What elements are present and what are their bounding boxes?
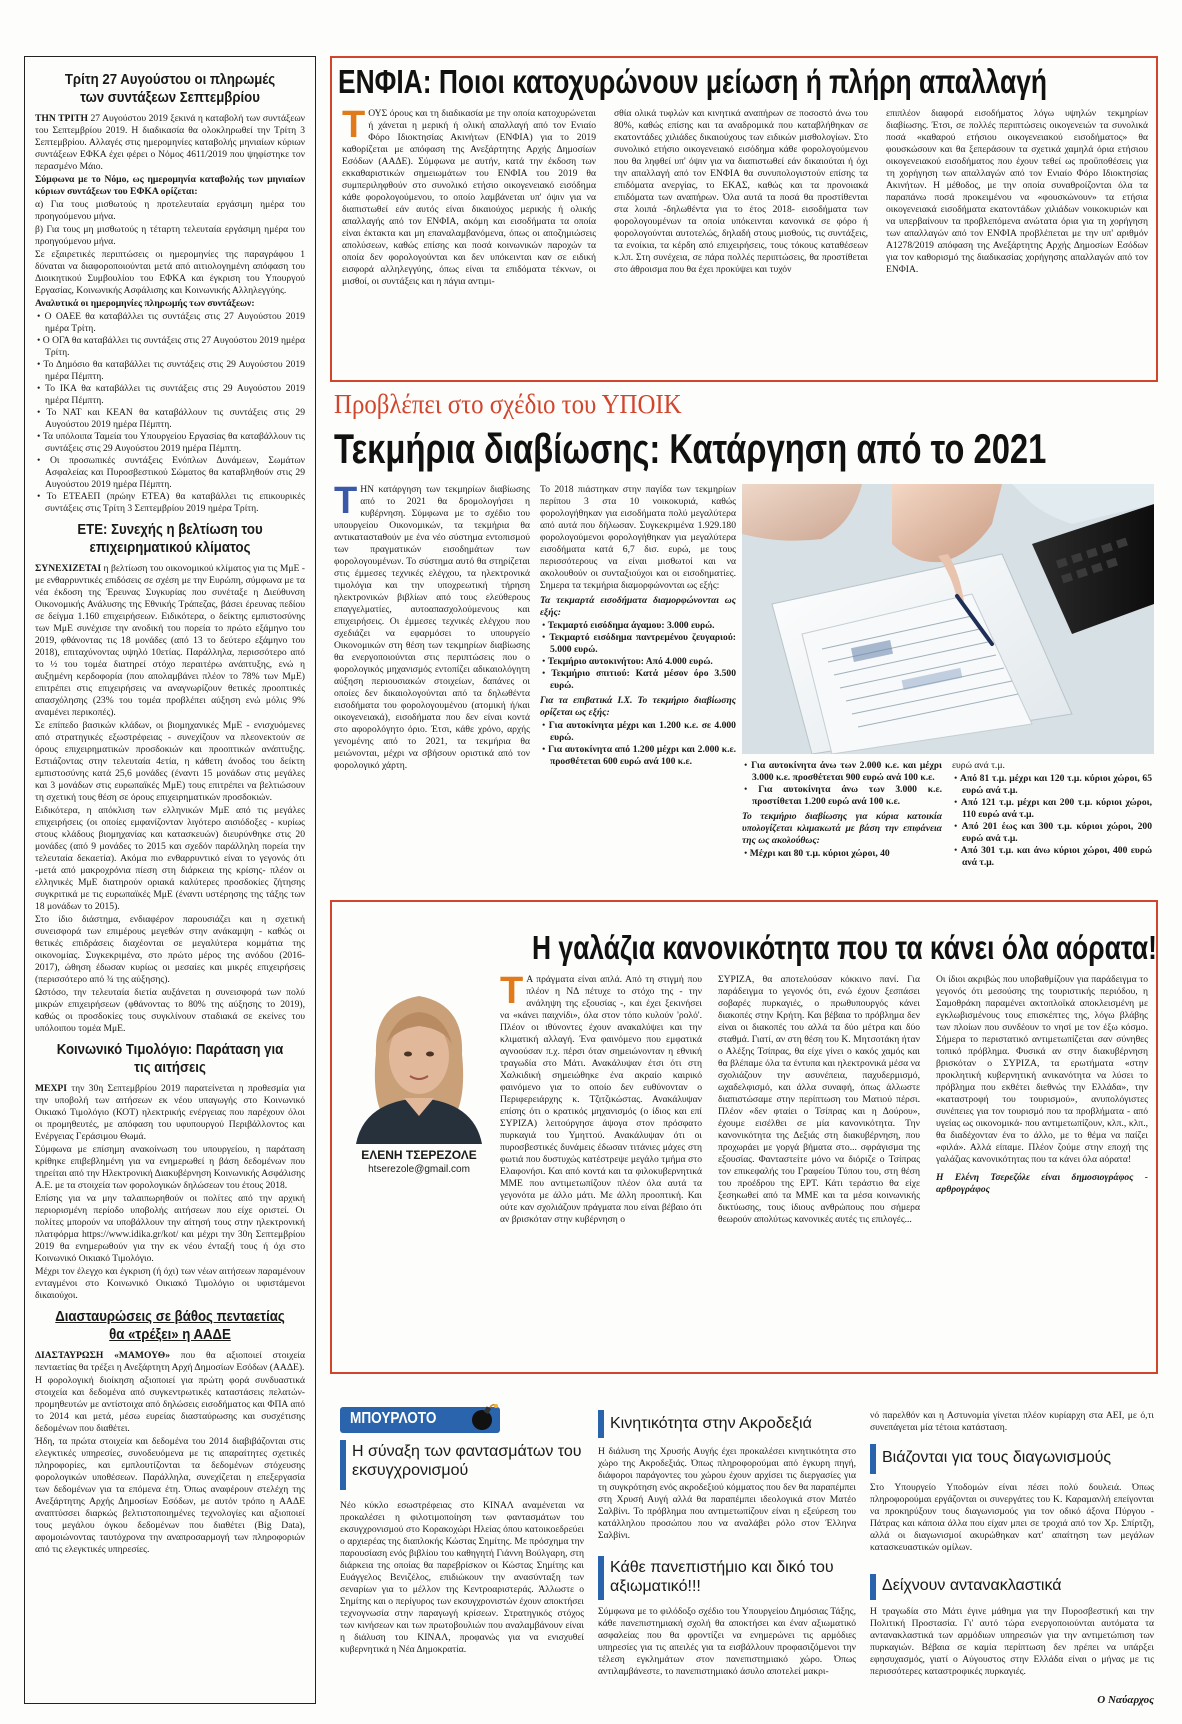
paragraph: Σε επίπεδο βασικών κλάδων, οι βιομηχανικές ΜμΕ - ενισχυόμενες από στρατηγικές εξωστρέφειας - συνεχίζουν να πλεονεκτούν σε όρους επιχειρηματικών προσδοκιών και προοπτικών ανάπτυξης. Εστιάζοντας στην τελευταία 4ετία, η κάθετη άνοδος του δείκτη εμπιστοσύνης κατά 25,6 μονάδες (έναντι 15 μονάδων στις μεγάλες και 3 μονάδων στις ευρωπαϊκές ΜμΕ) τους επιτρέπει να βελτιώσουν τη σχετική τους θέση σε όρους επιχειρηματικών προσδοκιών. [35,720,305,803]
house-list [742,848,942,860]
author-name: ΕΛΕΝΗ ΤΣΕΡΕΖΟΛΕ [361,1148,477,1162]
list-item: • Τεκμήριο σπιτιού: Κατά μέσον όρο 3.500 ευρώ. [542,668,736,691]
enfia-article-box [330,56,1158,382]
bourloto-subhead-4: Βιάζονται για τους διαγωνισμούς [882,1449,1112,1466]
list-item: • Ο ΟΑΕΕ θα καταβάλλει τις συντάξεις στις 27 Αυγούστου 2019 ημέρα Τρίτη. [37,311,305,334]
tekmiria-headline: Τεκμήρια διαβίωσης: Κατάργηση από το 2021 [334,425,1047,472]
paragraph: Αναλυτικά οι ημερομηνίες πληρωμής των συντάξεων: [35,298,255,309]
bourloto-subhead-2: Κινητικότητα στην Ακροδεξιά [610,1415,812,1432]
paragraph: Ήδη, τα πρώτα στοιχεία και δεδομένα του 2014 διαβιβάζονται στις ελεγκτικές υπηρεσίες, συνοδευόμενα με τις απαραίτητες σχετικές πληροφορίες, και εμπλουτίζονται τα δεδομένων στόχευσης φορολογικών υποθέσεων. Παράλληλα, συνεχίζεται η επεξεργασία των δεδομένων για τα επόμενα έτη. Όπως αναφέρουν στελέχη της Ανεξάρτητης Αρχής Δημοσίων Εσόδων, με αυτόν τρόπο η ΑΑΔΕ αναπτύσσει διαρκώς βελτιστοποιημένες τεχνολογίες και αξιοποιεί τους μεγάλου όγκου δεδομένων που διαθέτει (Big Data), αφομοιώνοντας ταυτόχρονα την αναπροσαρμογή των πληροφοριών από τις ελεγκτικές υπηρεσίες. [35,1436,305,1555]
paragraph: Η φορολογική διοίκηση αξιοποιεί για πρώτη φορά συνδυαστικά στοιχεία και δεδομένα από συγκεντρωτικές καταστάσεις πελατών-προμηθευτών με αντίστοιχα από δηλώσεις εισοδήματος και ΦΠΑ από το 2014 και μετά, μέσω ευρείας διασταύρωσης και συσχέτισης δεδομένων που διαθέτει. [35,1375,305,1434]
list-item: • Από 301 τ.μ. και άνω κύριοι χώροι, 400 ευρώ ανά τ.μ. [954,845,1152,868]
enfia-column-3: επιπλέον διαφορά εισοδήματος λόγω υψηλών τεκμηρίων διαβίωσης. Έτσι, σε πολλές περιπτώσεις οικογενειών τα συνολικά ποσά «καθαρού ετήσιου οικογενειακού εισοδήματος» θα φουσκώσουν και θα ξεπεράσουν τα σχετικά χαμηλά όρια ετήσιου οικογενειακού εισοδήματος που έχουν τεθεί ως προϋποθέσεις για τη χορήγηση των απαλλαγών από τον Ενιαίο Φόρο Ιδιοκτησίας Ακινήτων. Η μέθοδος, με την οποία συναθροίζονται όλα τα παραπάνω ποσά προκειμένου να «φουσκώνουν» τα ετήσια οικογενειακά εισοδήματα εκατοντάδων χιλιάδων νοικοκυριών και να υπερβαίνουν τα προβλεπόμενα ανώτατα όρια για τη χορήγηση των απαλλαγών από τον ΕΝΦΙΑ προβλέπεται με την υπ' αριθμόν Α1278/2019 απόφαση της Ανεξάρτητης Αρχής Δημοσίων Εσόδων για τον καθορισμό της διαδικασίας χορήγησης απαλλαγών από τον ΕΝΦΙΑ. [886,108,1148,275]
paragraph: Επίσης για να μην ταλαιπωρηθούν οι πολίτες από την αρχική περιορισμένη περίοδο υποβολής αιτήσεων που είχε οριστεί. Οι πολίτες μπορούν να υποβάλλουν την αίτησή τους στην ηλεκτρονική πλατφόρμα https://www.idika.gr/kot/ και μέχρι την 30η Σεπτεμβρίου 2019 θα ενημερωθούν για την εκ νέου ένταξή τους ή όχι στο Κοινωνικό Οικιακό Τιμολόγιο. [35,1193,305,1264]
dropcap: Τ [342,108,366,146]
paragraph: Σύμφωνα με επίσημη ανακοίνωση του υπουργείου, η παράταση κρίθηκε επιβεβλημένη για να ενημερωθεί η βάση δεδομένων που τηρείται από την Ηλεκτρονική Διακυβέρνηση Κοινωνικής Ασφάλισης Α.Ε. με τα στοιχεία των φορολογικών δηλώσεων του έτους 2018. [35,1144,305,1191]
tekmiria-column-2: Το 2018 πιάστηκαν στην παγίδα των τεκμηρίων περίπου 3 στα 10 νοικοκυριά, καθώς φορολογήθηκαν για εισοδήματα πολύ μεγαλύτερα από αυτά που δήλωσαν. Συγκεκριμένα 1.929.180 φορολογούμενοι φορολογήθηκαν για μεγαλύτερα εισοδήματα κατά 6,7 δισ. ευρώ, με τους περισσότερους να είναι μισθωτοί και να ακολουθούν οι συνταξιούχοι και οι εισοδηματίες. Σημερα τα τεκμήρια διαμορφώνονται ως εξής: Τα τεκμαρτά εισοδήματα διαμορφώνονται ως εξής: • Τεκμαρτό εισόδημα άγαμου: 3.000 ευρώ. • Τεκμαρτό εισόδημα παντρεμένου ζευγαριού: 5.000 ευρώ. • Τεκμήριο αυτοκινήτου: Από 4.000 ευρώ. • Τεκμήριο σπιτιού: Κατά μέσον όρο 3.500 ευρώ. Για τα επιβατικά Ι.Χ. Το τεκμήριο διαβίωσης ορίζεται ως εξής: • Για αυτοκίνητα μέχρι και 1.200 κ.ε. σε 4.000 ευρώ. • Για αυτοκίνητα από 1.200 μέχρι και 2.000 κ.ε. προσθέτεται 600 ευρώ ανά 100 κ.ε. [540,484,736,767]
opinion-column-2: ΣΥΡΙΖΑ, θα αποτελούσαν κόκκινο πανί. Για παράδειγμα το γεγονός ότι, ενώ έχουν ξεσπάσει σοβαρές πυρκαγιές, ο πρωθυπουργός κάνει διακοπές στην Κρήτη. Και βέβαια το πρόβλημα δεν είναι οι διακοπές του αλλά τα δύο μέτρα και δύο σταθμά. Γιατί, αν στη θέση του Κ. Μητσοτάκη ήταν ο Αλέξης Τσίπρας, θα είχε γίνει ο κακός χαμός και θα βλέπαμε όλα τα έντυπα και ηλεκτρονικά μέσα να σχολιάζουν την ασυνέπεια, παχυδερμισμό, ωχαδελφισμό, και άλλα συναφή, όπως άλλωστε διαπιστώσαμε στην περίπτωση του Ματιού πέρσι. Πλέον «δεν φταίει ο Τσίπρας και η Δούρου», έχουμε εισέλθει σε μία κανονικότητα. Την κανονικότητα της Δεξιάς στη διακυβέρνηση, που προχωράει με γοργά βήματα στο... σφράγισμα της εξουσίας. Φανταστείτε μόνο να διόριζε ο Τσίπρας τον επικεφαλής του Γραφείου Τύπου του, στη θέση του προέδρου της ΕΡΤ. Κάτι τεράστιο θα είχε ξεσηκωθεί από τα ΜΜΕ και τα μέσα κοινωνικής δικτύωσης, τους ίδιους ανθρώπους που σήμερα θεωρούν απολύτως κανονικές αυτές τις επιλογές... [718,974,920,1225]
sidebar-headline-aade: Διασταυρώσεις σε βάθος πενταετίας θα «τρέξει» η ΑΑΔΕ [55,1308,285,1343]
paragraph: Σύμφωνα με το Νόμο, ως ημερομηνία καταβολής των μηνιαίων κύριων συντάξεων του ΕΦΚΑ ορίζεται: [35,174,305,197]
sub-head-bar [598,1556,604,1600]
list-item: • Για αυτοκίνητα μέχρι και 1.200 κ.ε. σε 4.000 ευρώ. [542,720,736,743]
list-item: • Το ΕΤΕΑΕΠ (πρώην ΕΤΕΑ) θα καταβάλλει τις επικουρικές συντάξεις στις Τρίτη 3 Σεπτεμβρίου 2019 ημέρα Τρίτη. [37,491,305,514]
bourloto-column-2b: Σύμφωνα με το φιλόδοξο σχέδιο του Υπουργείου Δημόσιας Τάξης, κάθε πανεπιστημιακή σχολή θα αποκτήσει και έναν αξιωματικό ασφαλείας που θα φροντίζει να ενημερώνει τις αρμόδιες υπηρεσίες για τις απειλές για τα εισβάλλουν προφασιζόμενοι την τέλεση εγκλημάτων στον πανεπιστημιακό χώρο. Όπως αντιλαμβάνεστε, το πανεπιστημιακό άσυλο αποτελεί μακρι- [598,1606,856,1677]
section-label: ΜΠΟΥΡΛΟΤΟ [350,1410,437,1427]
paragraph: Ειδικότερα, η απόκλιση των ελληνικών ΜμΕ από τις μεγάλες επιχειρήσεις (οι οποίες εμφανίζονταν λιγότερο αισιόδοξες - κυρίως στους κλάδους βιομηχανίας και κατασκευών) διευρύνθηκε στις 20 μονάδες (από 9 μονάδες το 2015 και σχεδόν παράλληλη πορεία την τελευταία δεκαετία). Ακόμα πιο ενθαρρυντικό είναι το γεγονός ότι -μετά από μακροχρόνια πίεση στη διάρκεια της κρίσης- πλέον οι ελληνικές ΜμΕ διατηρούν οριακά καλύτερες προσδοκίες ζήτησης συγκριτικά με τις ευρωπαϊκές ΜμΕ (έναντι υστέρησης της τάξης των 18 μονάδων το 2015). [35,805,305,912]
list-item: • Για αυτοκίνητα από 1.200 μέχρι και 2.000 κ.ε. προσθέτεται 600 ευρώ ανά 100 κ.ε. [542,744,736,767]
sidebar-ete-body: ΣΥΝΕΧΙΖΕΤΑΙ η βελτίωση του οικονομικού κλίματος για τις ΜμΕ - με ενθαρρυντικές επιδόσεις σε σχέση με την Ευρώπη, σύμφωνα με τα νέα έκδοση της Έρευνας Συγκυρίας που συνέταξε η Διεύθυνση Οικονομικής Ανάλυσης της Εθνικής Τράπεζας, βάσει έρευνας πεδίου σε δείγμα 1.160 επιχειρήσεων. Ειδικότερα, ο δείκτης εμπιστοσύνης των ΜμΕ συνέχισε την ανοδική του πορεία το πρώτο εξάμηνο του 2019, φθάνοντας τις 18 μονάδες (από 13 το δεύτερο εξάμηνο του 2018), επιταχύνοντας υψηλό 10ετίας. Παράλληλα, περισσότερο από το ½ του τομέα διατηρεί στόχο περαιτέρω ανάπτυξης, ενώ η αυξημένη κερδοφορία (που απολαμβάνει πλέον το 78% των ΜμΕ) επιτρέπει στις επιχειρήσεις να αναγνωρίζουν θετικές προοπτικές απασχόλησης (23% του τομέα προβλέπει αύξηση ενώ μόλις 9% αναμένει περικοπές). Σε επίπεδο βασικών κλάδων, οι βιομηχανικές ΜμΕ - ενισχυόμενες από στρατηγικές εξωστρέφειας - συνεχίζουν να πλεονεκτούν σε όρους επιχειρηματικών προσδοκιών και προοπτικών ανάπτυξης. Εστιάζοντας στην τελευταία 4ετία, η κάθετη άνοδος του δείκτη εμπιστοσύνης κατά 25,6 μονάδες (έναντι 15 μονάδων στις μεγάλες και 3 μονάδων στις ευρωπαϊκές ΜμΕ) τους επιτρέπει να βελτιώσουν τη σχετική τους θέση σε όρους επιχειρηματικών προσδοκιών. Ειδικότερα, η απόκλιση των ελληνικών ΜμΕ από τις μεγάλες επιχειρήσεις (οι οποίες εμφανίζονταν λιγότερο αισιόδοξες - κυρίως στους κλάδους βιομηχανίας και κατασκευών) διευρύνθηκε στις 20 μονάδες (από 9 μονάδες το 2015 και σχεδόν παράλληλη πορεία την τελευταία δεκαετία). Ακόμα πιο ενθαρρυντικό είναι το γεγονός ότι -μετά από μακροχρόνια πίεση στη διάρκεια της κρίσης- πλέον οι ελληνικές ΜμΕ διατηρούν οριακά καλύτερες προσδοκίες ζήτησης συγκριτικά με τις ευρωπαϊκές ΜμΕ (έναντι υστέρησης της τάξης των 18 μονάδων το 2015). Στο ίδιο διάστημα, ενδιαφέρον παρουσιάζει και η σχετική συνεισφορά των επιμέρους μεγεθών στην ανάκαμψη - καθώς οι θετικές επιδράσεις διαχέονται σε μεγαλύτερα κομμάτια της οικονομίας. Συγκεκριμένα, στο πρώτο μέρος της ανόδου (2016-2017), ώθηση έδωσαν κυρίως οι μεσαίες και μικρές επιχειρήσεις (περισσότερο από ¾ της αύξησης). Ωστόσο, την τελευταία διετία αυξάνεται η συνεισφορά των πολύ μικρών επιχειρήσεων (φθάνοντας το 80% της αύξησης το 2019), καθώς οι προσδοκίες τους συγκλίνουν σταδιακά σε εκείνες του υπόλοιπου τομέα ΜμΕ. [35,563,305,1034]
documents-photo [742,484,1154,754]
sidebar-aade-body: ΔΙΑΣΤΑΥΡΩΣΗ «ΜΑΜΟΥΘ» που θα αξιοποιεί στοιχεία πενταετίας θα τρέξει η Ανεξάρτητη Αρχή Δημοσίων Εσόδων (ΑΑΔΕ). Η φορολογική διοίκηση αξιοποιεί για πρώτη φορά συνδυαστικά στοιχεία και δεδομένα από συγκεντρωτικές καταστάσεις πελατών-προμηθευτών με αντίστοιχα από δηλώσεις εισοδήματος και ΦΠΑ από το 2014 και μετά, μέσω ευρείας διασταύρωσης και συσχέτισης δεδομένων που διαθέτει. Ήδη, τα πρώτα στοιχεία και δεδομένα του 2014 διαβιβάζονται στις ελεγκτικές υπηρεσίες, συνοδευόμενα με τις απαραίτητες σχετικές πληροφορίες, και εμπλουτίζονται τα δεδομένων στόχευσης φορολογικών υποθέσεων. Παράλληλα, συνεχίζεται η επεξεργασία των δεδομένων για τα επόμενα έτη. Όπως αναφέρουν στελέχη της Ανεξάρτητης Αρχής Δημοσίων Εσόδων, με αυτόν τρόπο η ΑΑΔΕ αναπτύσσει διαρκώς βελτιστοποιημένες τεχνολογίες και αξιοποιεί τους μεγάλου όγκου δεδομένων που διαθέτει (Big Data), αφομοιώνοντας ταυτόχρονα την αναπροσαρμογή των πληροφοριών από τις ελεγκτικές υπηρεσίες. [35,1350,305,1555]
bourloto-column-3b: Στο Υπουργείο Υποδομών είναι πέσει πολύ δουλειά. Όπως πληροφορούμαι εργάζονται οι συνεργάτες του Κ. Καραμανλή επείγονται να προκηρύξουν τους διαγωνισμούς για τον οδικό άξονα Πύργου - Πάτρας και κάποια άλλα που είχαν μπει σε τροχιά από τον Χρ. Σπίρτζη, αλλά οι διαγωνισμοί ακυρώθηκαν κατ' απαίτηση των μεγάλων κατασκευαστικών ομίλων. [870,1482,1154,1553]
sub-head-bar [598,1410,604,1438]
dropcap: Τ [500,974,524,1012]
list-item: • Για αυτοκίνητα άνω των 3.000 κ.ε. προστίθεται 1.200 ευρώ ανά 100 κ.ε. [744,784,942,807]
sidebar-headline-ete: ΕΤΕ: Συνεχής η βελτίωση του επιχειρηματικού κλίματος [77,521,263,556]
bomb-icon [468,1403,498,1433]
dropcap: Τ [334,484,358,522]
tekmiria-list [540,620,736,692]
documents-illustration-icon [742,484,1154,754]
enfia-column-2: σθία ολικά τυφλών και κινητικά αναπήρων σε ποσοστό άνω του 80%, καθώς επίσης και τα αναδρομικά που καταβλήθηκαν σε εκατοντάδες χιλιάδες δικαιούχους των ειδικών μισθολογίων. Στο συνολικό ετήσιο οικογενειακό εισόδημα κάθε φορολογούμενου που θα ληφθεί υπ' όψιν για να διαπιστωθεί εάν δικαιούται ή όχι την απαλλαγή από τον ΕΝΦΙΑ θα συνυπολογιστούν επίσης τα επιδόματα ανεργίας, το ΕΚΑΣ, καθώς και τα προνοιακά επιδόματα των αναπήρων. Όλα αυτά τα ποσά θα προστίθενται στα λοιπά -δηλωθέντα για το έτος 2018- εισοδήματα των φορολογουμένων τα οποία υπόκεινται κανονικά σε φόρο ή φορολογούνται αυτοτελώς, δηλαδή στους μισθούς, τις συντάξεις, τα ενοίκια, τα κέρδη από επιχειρήσεις, τους τόκους καταθέσεων κ.λπ. Στη συνέχεια, σε πάρα πολλές περιπτώσεις, θα προστίθεται στο άθροισμα που θα έχει προκύψει και τυχόν [614,108,868,275]
author-signature: Η Ελένη Τσερεζόλε είναι δημοσιογράφος - αρθρογράφος [936,1172,1148,1195]
list-item: • Τα υπόλοιπα Ταμεία του Υπουργείου Εργασίας θα καταβάλλουν τις συντάξεις στις 29 Αυγούστου 2019 ημέρα Πέμπτη. [37,431,305,454]
opinion-article-box [330,900,1158,1374]
list-item: • Ο ΟΓΑ θα καταβάλλει τις συντάξεις στις 27 Αυγούστου 2019 ημέρα Τρίτη. [37,335,305,358]
opinion-column-3: Οι ίδιοι ακριβώς που υποβαθμίζουν για παράδειγμα το γεγονός ότι μεσούσης της τουριστικής περιόδου, η Σαμοθράκη παραμένει ακτοπλοϊκά αποκλεισμένη με εγκλωβισμένους τους επισκέπτες της, λόγω βλάβης των πλοίων που συνδέουν το νησί με τον έξω κόσμο. Σήμερα το περιστατικό αντιμετωπίζεται σαν σύνηθες τοπικό πρόβλημα. Φυσικά αν στην διακυβέρνηση βρισκόταν ο ΣΥΡΙΖΑ, τα ερωτήματα «στην προκλητική κυβερνητική ανικανότητα να λύσει το πρόβλημα που εκθέτει διεθνώς την Ελλάδα», την «καταστροφή του τουρισμού», ανυπολόγιστες συνέπειες για τον τουρισμό που τα προβλήματα - από υγείας ως οικονομικά- που αντιμετωπίζουν, κλπ., κλπ., θα διαδέχονταν ένα το άλλο, με το θέμα να παίζει «φιλά». Αλλά είπαμε. Πλέον ζούμε στην εποχή της γαλάζιας κανονικότητας που τα κάνει όλα αόρατα! Η Ελένη Τσερεζόλε είναι δημοσιογράφος - αρθρογράφος [936,974,1148,1195]
paragraph: Στο ίδιο διάστημα, ενδιαφέρον παρουσιάζει και η σχετική συνεισφορά των επιμέρους μεγεθών στην ανάκαμψη - καθώς οι θετικές επιδράσεις διαχέονται σε μεγαλύτερα κομμάτια της οικονομίας. Συγκεκριμένα, στο πρώτο μέρος της ανόδου (2016-2017), ώθηση έδωσαν κυρίως οι μεσαίες και μικρές επιχειρήσεις (περισσότερο από ¾ της αύξησης). [35,914,305,985]
bourloto-section-tag [340,1407,500,1433]
tekmiria-column-3: • Για αυτοκίνητα άνω των 2.000 κ.ε. και μέχρι 3.000 κ.ε. προσθέτεται 900 ευρώ ανά 100 κ.ε. • Για αυτοκίνητα άνω των 3.000 κ.ε. προστίθεται 1.200 ευρώ ανά 100 κ.ε. Το τεκμήριο διαβίωσης για κύρια κατοικία υπολογίζεται κλιμακωτά με βάση την επιφάνεια της ως ακολούθως: • Μέχρι και 80 τ.μ. κύριοι χώροι, 40 [742,760,942,859]
list-item: • Από 121 τ.μ. μέχρι και 200 τ.μ. κύριοι χώροι, 110 ευρώ ανά τ.μ. [954,797,1152,820]
paragraph: Ωστόσο, την τελευταία διετία αυξάνεται η συνεισφορά των πολύ μικρών επιχειρήσεων (φθάνοντας το 80% της αύξησης το 2019), καθώς οι προσδοκίες τους συγκλίνουν σταδιακά σε εκείνες του υπόλοιπου τομέα ΜμΕ. [35,987,305,1034]
list-item: • Τεκμήριο αυτοκινήτου: Από 4.000 ευρώ. [542,656,713,667]
sidebar-kot-body: ΜΕΧΡΙ την 30η Σεπτεμβρίου 2019 παρατείνεται η προθεσμία για την υποβολή των αιτήσεων εκ νέου υπαγωγής στο Κοινωνικό Οικιακό Τιμολόγιο (ΚΟΤ) ηλεκτρικής ενέργειας που παρέχουν όλοι οι προμηθευτές, με απόφαση του υφυπουργού Περιβάλλοντος και Ενέργειας Γεράσιμου Θωμά. Σύμφωνα με επίσημη ανακοίνωση του υπουργείου, η παράταση κρίθηκε επιβεβλημένη για να ενημερωθεί η βάση δεδομένων που τηρείται από την Ηλεκτρονική Διακυβέρνηση Κοινωνικής Ασφάλισης Α.Ε. με τα στοιχεία των φορολογικών δηλώσεων του έτους 2018. Επίσης για να μην ταλαιπωρηθούν οι πολίτες από την αρχική περιορισμένη περίοδο υποβολής αιτήσεων που είχε οριστεί. Οι πολίτες μπορούν να υποβάλλουν την αίτησή τους στην ηλεκτρονική πλατφόρμα https://www.idika.gr/kot/ και μέχρι την 30η Σεπτεμβρίου 2019 θα ενημερωθούν για την εκ νέου ένταξή τους ή όχι στο Κοινωνικό Οικιακό Τιμολόγιο. Μέχρι τον έλεγχο και έγκριση (ή όχι) των νέων αιτήσεων παραμένουν ενταγμένοι στο Κοινωνικό Οικιακό Τιμολόγιο οι υφιστάμενοι δικαιούχοι. [35,1083,305,1301]
house-list-2 [952,773,1152,869]
tekmiria-column-4: ευρώ ανά τ.μ. • Από 81 τ.μ. μέχρι και 120 τ.μ. κύριοι χώροι, 65 ευρώ ανά τ.μ. • Από 121 τ.μ. μέχρι και 200 τ.μ. κύριοι χώροι, 110 ευρώ ανά τ.μ. • Από 201 έως και 300 τ.μ. κύριοι χώροι, 200 ευρώ ανά τ.μ. • Από 301 τ.μ. και άνω κύριοι χώροι, 400 ευρώ ανά τ.μ. [952,760,1152,868]
tekmiria-kicker: Προβλέπει στο σχέδιο του ΥΠΟΙΚ [334,389,682,419]
list-item: • Το ΙΚΑ θα καταβάλλει τις συντάξεις στις 29 Αυγούστου 2019 ημέρα Πέμπτη. [37,383,305,406]
opinion-column-1: Τ Α πράγματα είναι απλά. Από τη στιγμή που πλέον η ΝΔ πέτυχε το στόχο της - την ανάληψη της εξουσίας -, και έχει ξεκινήσει να «κάνει παιχνίδι», όλα στον τόπο κυλούν 'ρολό'. Πλέον οι ιθύνοντες έχουν ανακαλύψει και την κλιματική αλλαγή. Ένα φαινόμενο που εμφατικά αγνοούσαν π.χ. πέρσι όταν σημειώνονταν η εθνική τραγωδία στο Μάτι. Ανακάλυψαν έτσι ότι στη Χαλκιδική σημειώθηκε ένα ακραίο καιρικό φαινόμενο για το οποίο δεν ευθύνονταν ο Περιφερειάρχης κ. Τζιτζικώστας. Ανακάλυψαν επίσης ότι ο κρατικός μηχανισμός (ο ίδιος και επί ΣΥΡΙΖΑ) λειτούργησε άψογα στον πρόσφατο πυρκαγιά του Υμηττού. Ανακάλυψαν ότι οι πυροσβεστικές δυνάμεις έδωσαν τιτάνιες μάχες στη φωτιά που δυστυχώς κατέστρεψε μεγάλο τμήμα στο Ελαφονήσι. Και από κοντά και τα φιλοκυβερνητικά ΜΜΕ που αντιμετωπίζουν πλέον όλα αυτά τα γεγονότα με άλλο μάτι. Με άλλη προοπτική. Και ούτε καν σχολιάζουν πράγματα που είναι βέβαιο ότι αν βρισκόταν στην κυβέρνηση ο [500,974,702,1225]
list-item: • Οι προσωπικές συντάξεις Ενόπλων Δυνάμεων, Σωμάτων Ασφαλείας και Πυροσβεστικού Σώματος θα καταβληθούν στις 29 Αυγούστου 2019 ημέρα Πέμπτη. [37,455,305,490]
bourloto-subhead-3: Κάθε πανεπιστήμιο και δικό του αξιωματικό!!! [610,1559,834,1595]
list-item: • Το ΝΑΤ και ΚΕΑΝ θα καταβάλλουν τις συντάξεις στις 29 Αυγούστου 2019 ημέρα Πέμπτη. [37,407,305,430]
list-item: • Το Δημόσιο θα καταβάλλει τις συντάξεις στις 29 Αυγούστου 2019 ημέρα Πέμπτη. [37,359,305,382]
paragraph: 27 Αυγούστου 2019 ξεκινά η καταβολή των συντάξεων του Σεπτεμβρίου 2019. Η διαδικασία θα ολοκληρωθεί την Τρίτη 3 Σεπτεμβρίου. Αλλαγές στις ημερομηνίες καταβολής μηνιαίων κύριων συντάξεων ΕΦΚΑ έχει φέρει ο Νόμος 4611/2019 που ψηφίστηκε τον περασμένο Μάιο. [35,113,305,172]
bourloto-column-1: Νέο κύκλο εσωστρέφειας στο ΚΙΝΑΛ αναμένεται να προκαλέσει η φιλοτιμοποίηση των φαντασμάτων του εκσυγχρονισμού στο Κορακοχώρι Ηλείας όπου κατοικοεδρεύει ο αρχιερέας της διαπλοκής Κώστας Σημίτης. Με πρόσχημα την παρουσίαση ενός βιβλίου του καθηγητή Γιάννη Βούλγαρη, στη διάρκεια της οποίας θα παρεβρίσκον οι Κώστας Σημίτης και Ευάγγελος Βενιζέλος, επιδιώκουν την ανασύνταξη των σεναρίων για το μέλλον της Κεντροαριστεράς. Άλλωστε ο Σημίτης και ο περίγυρος των εκσυγχρονιστών έχουν αποκτήσει τεχνογνωσία στην παραγωγή κρίσεων. Στρατηγικός στόχος των κινήσεων και των πρωτοβουλιών που αναλαμβάνουν είναι η διάλυση του ΚΙΝΑΛ, προφανώς για να ενισχυθεί κυβερνητικά η Νέα Δημοκρατία. [340,1500,584,1655]
bourloto-column-3a: νό παρελθόν και η Αστυνομία γίνεται πλέον κυρίαρχη στα ΑΕΙ, με ό,τι συνεπάγεται μία τέτοια κατάσταση. [870,1410,1154,1433]
sidebar-headline-pensions: Τρίτη 27 Αυγούστου οι πληρωμές των συντάξεων Σεπτεμβρίου [64,71,276,106]
sub-head-bar [870,1444,876,1474]
enfia-headline: ΕΝΦΙΑ: Ποιοι κατοχυρώνουν μείωση ή πλήρη απαλλαγή [338,63,1048,100]
sidebar-column [24,56,316,1704]
bourloto-column-2a: Η διάλυση της Χρυσής Αυγής έχει προκαλέσει κινητικότητα στο χώρο της Ακροδεξιάς. Όπως πληροφορούμαι από έγκυρη πηγή, διάφοροι παράγοντες του χώρου έχουν αρχίσει τις διεργασίες για τη συγκρότηση ενός ακροδεξιού κόμματος που δεν θα παραπέμπει στη Χρυσή Αυγή αλλά θα παραπέμπει ιδεολογικά στον Ματέο Σαλβίνι. Το πρόβλημα που αντιμετωπίζουν είναι η εξεύρεση του κατάλληλου προσώπου που να αναλάβει ρόλο στον Έλληνα Σαλβίνι. [598,1446,856,1541]
enfia-column-1: ΤΟΥΣ όρους και τη διαδικασία με την οποία κατοχυρώνεται ή χάνεται η μερική ή ολική απαλλαγή από τον Ενιαίο Φόρο Ιδιοκτησίας Ακινήτων (ΕΝΦΙΑ) για το 2019 καθορίζεται με απόφαση της Ανεξάρτητης Αρχής Δημοσίων Εσόδων (ΑΑΔΕ). Σύμφωνα με αυτήν, κατά την έκδοση των εκκαθαριστικών σημειωμάτων του ΕΝΦΙΑ του 2019 θα συμπεριληφθούν στο συνολικό ετήσιο οικογενειακό εισόδημα κάθε φορολογούμενου, το οποίο λαμβάνεται υπ' όψιν για να διαπιστωθεί εάν αυτός είναι δικαιούχος μερικής ή ολικής απαλλαγής από τον ΕΝΦΙΑ, ακόμη και εισοδήματα τα οποία είναι έκτακτα και μη επαναλαμβανόμενα, όπως οι αποζημιώσεις απολύσεων, καθώς επίσης και ποσά κοινωνικών παροχών τα οποία δεν φορολογούνται και δεν υπόκεινται καν σε ειδική εισφορά αλληλεγγύης, όπως είναι τα επιδόματα τέκνων, οι μισθοί, οι συντάξεις και η πάγια αντιμι- [342,108,596,287]
list-item: • Από 81 τ.μ. μέχρι και 120 τ.μ. κύριοι χώροι, 65 ευρώ ανά τ.μ. [954,773,1152,796]
bourloto-column-3c: Η τραγωδία στο Μάτι έγινε μάθημα για την Πυροσβεστική και την Πολιτική Προστασία. Γι' αυτό τώρα ενεργοποιούνται αυτόματα τα αντανακλαστικά των αρμόδιων υπηρεσιών για την αντιμετώπιση των πυρκαγιών. Βέβαια σε καμία περίπτωση δεν πρέπει να υπάρξει εφησυχασμός, γιατί ο Αύγουστος στην Ελλάδα είναι ο μήνας με τις περισσότερες καταστροφικές πυρκαγιές. [870,1606,1154,1677]
lead-word: ΤΗΝ ΤΡΙΤΗ [35,113,88,124]
list-item: • Τεκμαρτό εισόδημα παντρεμένου ζευγαριού: 5.000 ευρώ. [542,632,736,655]
sub-head-bar [340,1440,346,1490]
opinion-headline: Η γαλάζια κανονικότητα που τα κάνει όλα αόρατα! [532,929,1157,966]
author-portrait-icon [346,974,492,1144]
car-list [540,720,736,768]
tekmiria-column-1: ΤΗΝ κατάργηση των τεκμηρίων διαβίωσης από το 2021 θα δρομολογήσει η κυβέρνηση. Σύμφωνα με το σχέδιο του υπουργείου Οικονομικών, τα τεκμήρια θα αντικατασταθούν με ένα νέο σύστημα εντοπισμού των πραγματικών εισοδημάτων των φορολογουμένων. Το σύστημα αυτό θα στηρίζεται στις έμμεσες τεχνικές ελέγχου, τα ηλεκτρονικά τιμολόγια και την υποχρεωτική τήρηση ηλεκτρονικών βιβλίων από τους ελεύθερους επαγγελματίες, αυτοαπασχολούμενους και επιχειρήσεις. Οι έμμεσες τεχνικές ελέγχου που σχεδιάζει να εφαρμόσει το υπουργείο Οικονομικών στη θέση των τεκμηρίων διαβίωσης θα ενεργοποιούνται στις περιπτώσεις που ο φορολογικός μηχανισμός εντοπίζει αδικαιολόγητη αύξηση περιουσιακών στοιχείων, δαπάνες οι οποίες δεν δικαιολογούνται από τα δηλωθέντα εισοδήματα του φορολογουμένου (ατομική ή/και οικογενειακά), εισοδήματα που δεν είναι κοντά στο αφορολόγητο όριο. Έτσι, κάθε χρόνο, αρχής γενομένης από το 2021, τα τεκμήρια θα μειώνονται, μέχρι να σβήσουν οριστικά από τον φορολογικό χάρτη. [334,484,530,771]
bourloto-subhead-1: Η σύναξη των φαντασμάτων του εκσυγχρονισμού [352,1443,582,1479]
paragraph: β) Για τους μη μισθωτούς η τέταρτη τελευταία εργάσιμη ημέρα του προηγούμενου μήνα. [35,224,305,247]
list-item: • Τεκμαρτό εισόδημα άγαμου: 3.000 ευρώ. [542,620,715,631]
list-item: • Για αυτοκίνητα άνω των 2.000 κ.ε. και μέχρι 3.000 κ.ε. προσθέτεται 900 ευρώ ανά 100 κ.ε. [744,760,942,783]
paragraph: Μέχρι τον έλεγχο και έγκριση (ή όχι) των νέων αιτήσεων παραμένουν ενταγμένοι στο Κοινωνικό Οικιακό Τιμολόγιο οι υφιστάμενοι δικαιούχοι. [35,1266,305,1301]
author-portrait [346,974,492,1144]
sidebar-pensions-body [35,113,305,515]
bourloto-subhead-5: Δείχνουν αντανακλαστικά [882,1577,1062,1594]
author-email: htserezole@gmail.com [368,1164,470,1175]
car-list-2 [742,760,942,808]
paragraph: Σε εξαιρετικές περιπτώσεις οι ημερομηνίες της παραγράφου 1 δύναται να διαφοροποιούνται μετά από αιτιολογημένη απόφαση του Διοικητικού Συμβουλίου του ΕΦΚΑ και έγκριση του Υπουργού Εργασίας, Κοινωνικής Ασφάλισης και Κοινωνικής Αλληλεγγύης. [35,249,305,296]
bourloto-byline: Ο Ναύαρχος [1097,1694,1154,1706]
paragraph: α) Για τους μισθωτούς η προτελευταία εργάσιμη ημέρα του προηγούμενου μήνα. [35,199,305,222]
list-item: • Μέχρι και 80 τ.μ. κύριοι χώροι, 40 [744,848,890,859]
sub-head-bar [870,1574,876,1600]
list-item: • Από 201 έως και 300 τ.μ. κύριοι χώροι, 200 ευρώ ανά τ.μ. [954,821,1152,844]
sidebar-headline-kot: Κοινωνικό Τιμολόγιο: Παράταση για τις αιτήσεις [56,1041,284,1076]
pension-dates-list [35,311,305,515]
